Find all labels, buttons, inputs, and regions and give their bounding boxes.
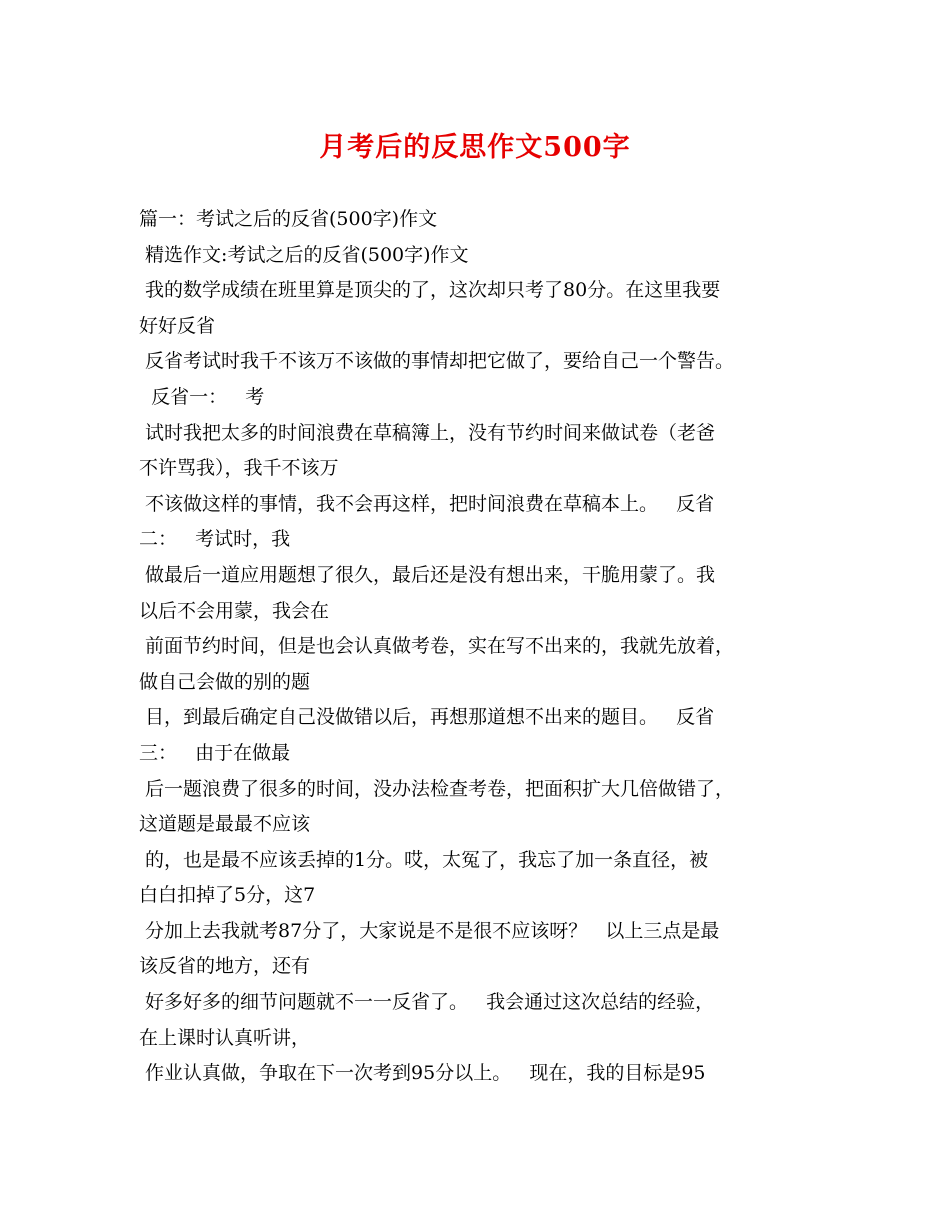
text-line: 该反省的地方，还有 <box>139 955 311 978</box>
text-line: 三： 由于在做最 <box>139 741 291 764</box>
text-line: 篇一：考试之后的反省(500字)作文 <box>139 208 438 230</box>
text-line: 试时我把太多的时间浪费在草稿簿上，没有节约时间来做试卷（老爸 <box>139 421 716 444</box>
text-line: 我的数学成绩在班里算是顶尖的了，这次却只考了80分。在这里我要 <box>139 279 721 302</box>
text-line: 好好反省 <box>139 314 216 337</box>
text-line: 不许骂我），我千不该万 <box>139 457 339 480</box>
text-line: 后一题浪费了很多的时间，没办法检查考卷，把面积扩大几倍做错了， <box>139 777 735 800</box>
text-line: 的，也是最不应该丢掉的1分。哎，太冤了，我忘了加一条直径，被 <box>139 848 709 871</box>
text-line: 二： 考试时，我 <box>139 528 291 551</box>
text-line: 以后不会用蒙，我会在 <box>139 599 330 622</box>
text-line: 目，到最后确定自己没做错以后，再想那道想不出来的题目。 反省 <box>139 706 715 729</box>
text-line: 作业认真做，争取在下一次考到95分以上。 现在，我的目标是95 <box>139 1062 706 1085</box>
document-title: 月考后的反思作文500字 <box>319 132 631 163</box>
text-line: 反省一： 考 <box>139 385 265 408</box>
text-line: 做自己会做的别的题 <box>139 670 311 693</box>
text-line: 精选作文:考试之后的反省(500字)作文 <box>139 243 469 266</box>
text-line: 白白扣掉了5分，这7 <box>139 884 316 907</box>
text-line: 反省考试时我千不该万不该做的事情却把它做了，要给自己一个警告。 <box>139 350 735 373</box>
text-line: 分加上去我就考87分了，大家说是不是很不应该呀？ 以上三点是最 <box>139 919 720 942</box>
text-line: 做最后一道应用题想了很久，最后还是没有想出来，干脆用蒙了。我 <box>139 563 716 586</box>
text-line: 不该做这样的事情，我不会再这样，把时间浪费在草稿本上。 反省 <box>139 492 715 515</box>
text-line: 前面节约时间，但是也会认真做考卷，实在写不出来的，我就先放着， <box>139 635 735 658</box>
text-line: 好多好多的细节问题就不一一反省了。 我会通过这次总结的经验， <box>139 991 715 1014</box>
text-line: 在上课时认真听讲， <box>139 1026 311 1049</box>
document-body <box>139 202 839 1092</box>
text-line: 这道题是最最不应该 <box>139 813 311 836</box>
